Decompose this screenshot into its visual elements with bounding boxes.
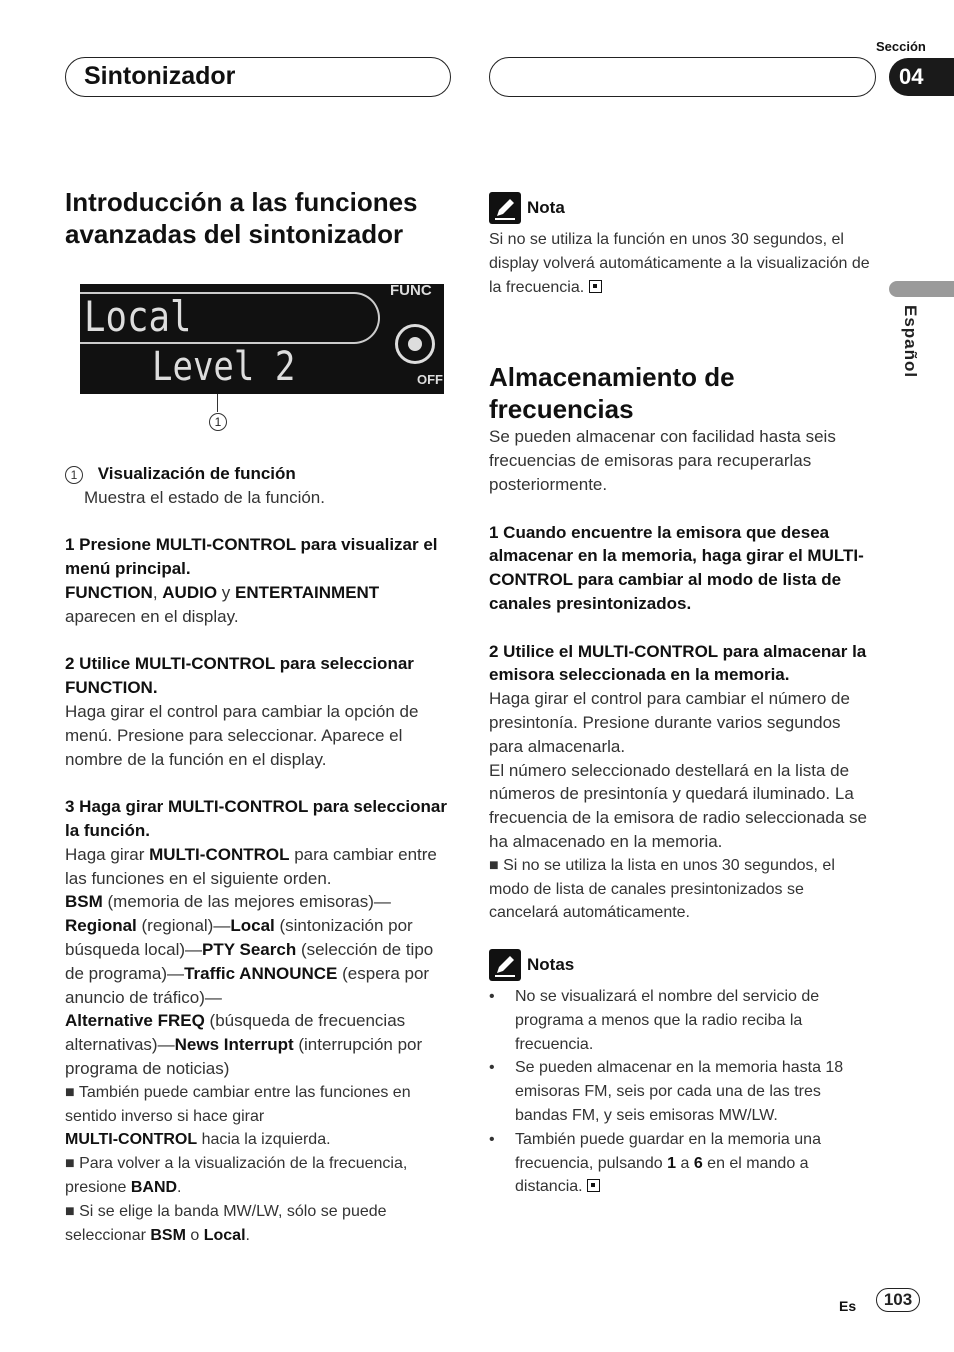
section-number-badge [889,58,954,96]
tip2: ■ Para volver a la visualización de la frecuencia, presione BAND. [65,1155,408,1196]
legend-title: Visualización de función [97,464,296,483]
step3-text: Haga girar MULTI-CONTROL para cambiar entre las funciones en el siguiente orden. [65,844,437,888]
left-heading [65,186,455,250]
callout-number: 1 [209,413,227,431]
bullet-square-icon: ■ [65,1083,79,1101]
section-heading-storage: Almacenamiento de frecuencias [489,362,735,425]
step1-text: FUNCTION, AUDIO y ENTERTAINMENT aparecen en el display. [65,582,380,626]
blank-header-pill [489,57,876,97]
display-line2: Level 2 [152,344,296,390]
note-pencil-icon [489,949,521,981]
note-pencil-icon [489,192,521,224]
storage-step1-heading: 1 Cuando encuentre la emisora que desea almacenar en la memoria, haga girar el MULTI-CONTROL para cambiar al modo de lista de canales presintonizados. [489,522,864,613]
legend-number: 1 [65,466,83,484]
notes-header [489,949,874,981]
step3-heading: 3 Haga girar MULTI-CONTROL para seleccionar la función. [65,797,447,840]
end-mark-icon [587,1179,600,1192]
note-label: Nota [527,198,565,218]
callout-line [217,394,218,412]
legend-text: Muestra el estado de la función. [84,487,325,507]
storage-step2-text1: Haga girar el control para cambiar el número de presintonía. Presione durante varios segundos para almacenarla. [489,689,850,756]
tip3: ■ Si se elige la banda MW/LW, sólo se puede seleccionar BSM o Local. [65,1202,387,1244]
storage-step2-text2: El número seleccionado destellará en la lista de números de presintonía y quedará iluminado. La frecuencia de la emisora de radio seleccionada se ha almacenado en la memoria. [489,760,868,851]
display-func-label: FUNC [390,284,432,299]
section-number: 04 [899,64,924,89]
legend-item [65,462,450,486]
right-column [489,192,874,1199]
storage-step2-heading: 2 Utilice el MULTI-CONTROL para almacenar la emisora seleccionada en la memoria. [489,641,867,685]
notes-list [489,985,874,1199]
list-item: • También puede guardar en la memoria una frecuencia, pulsando 1 a 6 en el mando a distancia. [489,1130,821,1196]
footer-lang-code: Es [839,1298,857,1314]
step2-heading: 2 Utilice MULTI-CONTROL para seleccionar FUNCTION. [65,654,414,698]
display-line1: Local [84,292,192,341]
step2-text: Haga girar el control para cambiar la opción de menú. Presione para seleccionar. Aparece el nombre de la función en el display. [65,701,419,769]
function-order: BSM (memoria de las mejores emisoras)— Regional (regional)—Local (sintonización por búsqueda local)—PTY Search (selección de tipo de programa)—Traffic ANNOUNCE (espera por anuncio de tráfico)— Alternative FREQ (búsqueda de frecuencias alternativas)—News Interrupt (interrupción por programa de noticias) [65,892,434,1078]
language-tab: Español [901,305,920,379]
note-text: Si no se utiliza la función en unos 30 segundos, el display volverá automáticamente a la visualización de la frecuencia. [489,231,870,296]
multi-control-icon [395,324,435,364]
display-off-label: OFF [417,372,443,387]
list-item: • No se visualizará el nombre del servicio de programa a menos que la radio reciba la frecuencia. [489,987,820,1053]
storage-intro: Se pueden almacenar con facilidad hasta seis frecuencias de emisoras para recuperarlas posteriormente. [489,427,836,494]
section-label: Sección [876,39,926,54]
bullet-square-icon: ■ [489,856,504,874]
language-tab-bar [889,281,954,297]
storage-step2-tip: ■ Si no se utiliza la lista en unos 30 segundos, el modo de lista de canales presintonizados se cancelará automáticamente. [489,856,835,922]
chapter-title-pill [65,57,451,97]
note-header [489,192,874,224]
display-illustration [80,284,444,394]
chapter-title: Sintonizador [84,62,236,90]
notes-label: Notas [527,955,575,975]
section-heading: Introducción a las funciones avanzadas del sintonizador [65,187,418,249]
step1-heading: 1 Presione MULTI-CONTROL para visualizar el menú principal. [65,535,438,579]
bullet-square-icon: ■ [65,1202,80,1220]
page-number: 103 [876,1288,920,1312]
left-column [65,462,450,1247]
end-mark-icon [589,280,602,293]
tip1: ■ También puede cambiar entre las funciones en sentido inverso si hace girar MULTI-CONTROL hacia la izquierda. [65,1083,411,1149]
list-item: • Se pueden almacenar en la memoria hasta 18 emisoras FM, seis por cada una de las tres bandas FM, y seis emisoras MW/LW. [489,1059,844,1124]
bullet-square-icon: ■ [65,1155,80,1173]
